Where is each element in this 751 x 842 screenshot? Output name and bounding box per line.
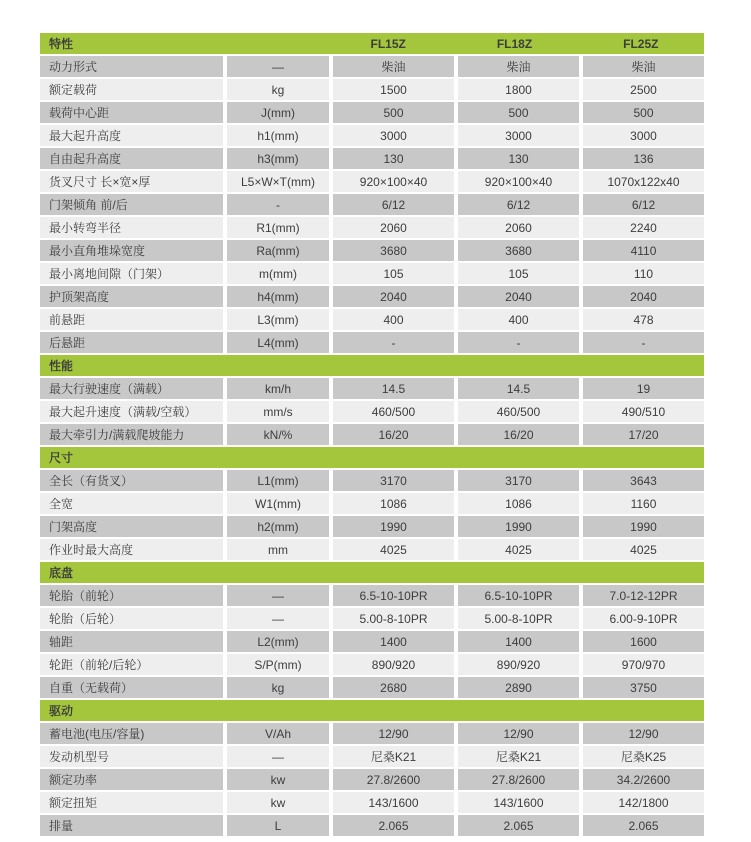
table-row [40, 792, 704, 813]
row-unit: S/P(mm) [227, 654, 329, 675]
table-row [40, 631, 704, 652]
row-unit: V/Ah [227, 723, 329, 744]
row-value: 460/500 [333, 401, 454, 422]
table-header-row [40, 33, 704, 54]
row-value: 3643 [583, 470, 704, 491]
table-row [40, 263, 704, 284]
table-row [40, 516, 704, 537]
table-row [40, 194, 704, 215]
row-value: 890/920 [333, 654, 454, 675]
table-row [40, 424, 704, 445]
row-unit: W1(mm) [227, 493, 329, 514]
row-label: 作业时最大高度 [40, 539, 223, 560]
row-value: 14.5 [333, 378, 454, 399]
row-value: 4025 [458, 539, 579, 560]
table-row [40, 815, 704, 836]
row-value: 16/20 [333, 424, 454, 445]
table-row [40, 539, 704, 560]
row-value: 2.065 [333, 815, 454, 836]
row-value: 柴油 [333, 56, 454, 77]
row-unit: L2(mm) [227, 631, 329, 652]
row-value: 143/1600 [458, 792, 579, 813]
row-label: 全宽 [40, 493, 223, 514]
row-value: 130 [333, 148, 454, 169]
row-value: 2060 [458, 217, 579, 238]
row-value: 5.00-8-10PR [458, 608, 579, 629]
row-value: 478 [583, 309, 704, 330]
row-value: 3680 [333, 240, 454, 261]
row-unit: J(mm) [227, 102, 329, 123]
table-row [40, 585, 704, 606]
row-value: 4025 [583, 539, 704, 560]
section-header-row [40, 700, 704, 721]
row-label: 排量 [40, 815, 223, 836]
row-value: 130 [458, 148, 579, 169]
row-unit: — [227, 585, 329, 606]
table-row [40, 309, 704, 330]
row-label: 额定扭矩 [40, 792, 223, 813]
row-unit: L4(mm) [227, 332, 329, 353]
row-value: 400 [333, 309, 454, 330]
row-unit: R1(mm) [227, 217, 329, 238]
row-value: 2.065 [458, 815, 579, 836]
row-value: 尼桑K21 [458, 746, 579, 767]
row-value: - [583, 332, 704, 353]
row-unit: h3(mm) [227, 148, 329, 169]
section-title: 底盘 [49, 565, 74, 580]
row-unit: — [227, 608, 329, 629]
row-value: 1990 [583, 516, 704, 537]
table-row [40, 79, 704, 100]
row-label: 载荷中心距 [40, 102, 223, 123]
row-label: 轴距 [40, 631, 223, 652]
row-value: 1800 [458, 79, 579, 100]
row-value: 1086 [458, 493, 579, 514]
row-value: 142/1800 [583, 792, 704, 813]
row-value: 3680 [458, 240, 579, 261]
row-value: 6/12 [333, 194, 454, 215]
row-value: - [333, 332, 454, 353]
model-column-header: FL15Z [370, 36, 406, 51]
row-unit: — [227, 746, 329, 767]
row-value: 4110 [583, 240, 704, 261]
table-row [40, 654, 704, 675]
row-value: 970/970 [583, 654, 704, 675]
row-value: 400 [458, 309, 579, 330]
row-label: 轮距（前轮/后轮） [40, 654, 223, 675]
row-label: 动力形式 [40, 56, 223, 77]
row-value: 柴油 [583, 56, 704, 77]
row-value: 3750 [583, 677, 704, 698]
row-label: 最大行驶速度（满载） [40, 378, 223, 399]
row-value: 1400 [458, 631, 579, 652]
row-value: 2040 [458, 286, 579, 307]
section-header-row [40, 447, 704, 468]
table-row [40, 125, 704, 146]
row-value: 2060 [333, 217, 454, 238]
row-label: 最小转弯半径 [40, 217, 223, 238]
row-value: 4025 [333, 539, 454, 560]
row-value: 7.0-12-12PR [583, 585, 704, 606]
row-label: 轮胎（后轮） [40, 608, 223, 629]
table-row [40, 677, 704, 698]
row-label: 轮胎（前轮） [40, 585, 223, 606]
row-value: 2.065 [583, 815, 704, 836]
row-value: 27.8/2600 [333, 769, 454, 790]
section-header-row [40, 562, 704, 583]
table-row [40, 401, 704, 422]
feature-header-label: 特性 [49, 36, 74, 51]
row-value: 1990 [458, 516, 579, 537]
row-value: 3000 [333, 125, 454, 146]
row-value: 6/12 [583, 194, 704, 215]
row-value: 890/920 [458, 654, 579, 675]
row-unit: Ra(mm) [227, 240, 329, 261]
row-label: 额定功率 [40, 769, 223, 790]
row-value: 2680 [333, 677, 454, 698]
row-value: 500 [583, 102, 704, 123]
row-label: 全长（有货叉） [40, 470, 223, 491]
row-unit: — [227, 56, 329, 77]
row-value: 3000 [458, 125, 579, 146]
row-value: 2890 [458, 677, 579, 698]
table-row [40, 608, 704, 629]
row-label: 最小直角堆垛宽度 [40, 240, 223, 261]
row-unit: mm/s [227, 401, 329, 422]
row-value: 920×100×40 [333, 171, 454, 192]
row-value: 尼桑K25 [583, 746, 704, 767]
row-label: 最小离地间隙（门架） [40, 263, 223, 284]
row-value: 1500 [333, 79, 454, 100]
table-row [40, 286, 704, 307]
row-label: 门架高度 [40, 516, 223, 537]
forklift-spec-table [40, 33, 704, 838]
table-row [40, 240, 704, 261]
model-column-header: FL25Z [623, 36, 659, 51]
row-unit: L [227, 815, 329, 836]
row-value: 2240 [583, 217, 704, 238]
row-value: 6.5-10-10PR [333, 585, 454, 606]
table-row [40, 723, 704, 744]
row-value: 920×100×40 [458, 171, 579, 192]
row-value: 105 [458, 263, 579, 284]
row-value: - [458, 332, 579, 353]
row-value: 500 [458, 102, 579, 123]
row-value: 2040 [333, 286, 454, 307]
row-value: 1400 [333, 631, 454, 652]
row-label: 前悬距 [40, 309, 223, 330]
row-unit: km/h [227, 378, 329, 399]
table-row [40, 378, 704, 399]
row-unit: L5×W×T(mm) [227, 171, 329, 192]
row-unit: kg [227, 79, 329, 100]
row-label: 最大起升速度（满载/空载） [40, 401, 223, 422]
row-unit: kN/% [227, 424, 329, 445]
row-value: 12/90 [333, 723, 454, 744]
row-value: 1600 [583, 631, 704, 652]
row-unit: kw [227, 792, 329, 813]
row-label: 额定载荷 [40, 79, 223, 100]
row-label: 自由起升高度 [40, 148, 223, 169]
row-unit: kg [227, 677, 329, 698]
table-row [40, 746, 704, 767]
row-value: 1990 [333, 516, 454, 537]
row-value: 17/20 [583, 424, 704, 445]
row-value: 3000 [583, 125, 704, 146]
row-label: 护顶架高度 [40, 286, 223, 307]
row-unit: kw [227, 769, 329, 790]
row-unit: h2(mm) [227, 516, 329, 537]
row-value: 34.2/2600 [583, 769, 704, 790]
row-value: 14.5 [458, 378, 579, 399]
row-value: 2500 [583, 79, 704, 100]
model-column-header: FL18Z [496, 36, 533, 51]
row-value: 6.00-9-10PR [583, 608, 704, 629]
row-label: 最大起升高度 [40, 125, 223, 146]
row-value: 105 [333, 263, 454, 284]
row-value: 尼桑K21 [333, 746, 454, 767]
row-value: 16/20 [458, 424, 579, 445]
row-value: 19 [583, 378, 704, 399]
row-value: 490/510 [583, 401, 704, 422]
section-title: 性能 [49, 358, 74, 373]
row-label: 货叉尺寸 长×宽×厚 [40, 171, 223, 192]
table-row [40, 102, 704, 123]
row-value: 3170 [333, 470, 454, 491]
row-unit: m(mm) [227, 263, 329, 284]
row-label: 后悬距 [40, 332, 223, 353]
table-row [40, 493, 704, 514]
row-value: 柴油 [458, 56, 579, 77]
row-value: 5.00-8-10PR [333, 608, 454, 629]
table-row [40, 769, 704, 790]
row-unit: - [227, 194, 329, 215]
row-value: 6/12 [458, 194, 579, 215]
unit-header-spacer [223, 33, 325, 54]
row-value: 2040 [583, 286, 704, 307]
row-value: 500 [333, 102, 454, 123]
row-value: 136 [583, 148, 704, 169]
table-row [40, 332, 704, 353]
row-label: 蓄电池(电压/容量) [40, 723, 223, 744]
row-value: 27.8/2600 [458, 769, 579, 790]
row-unit: h1(mm) [227, 125, 329, 146]
row-value: 12/90 [458, 723, 579, 744]
row-unit: L3(mm) [227, 309, 329, 330]
row-label: 门架倾角 前/后 [40, 194, 223, 215]
row-value: 1070x122x40 [583, 171, 704, 192]
row-label: 自重（无载荷） [40, 677, 223, 698]
row-unit: mm [227, 539, 329, 560]
section-title: 尺寸 [49, 450, 74, 465]
row-value: 1086 [333, 493, 454, 514]
row-value: 3170 [458, 470, 579, 491]
row-unit: h4(mm) [227, 286, 329, 307]
row-value: 460/500 [458, 401, 579, 422]
row-label: 发动机型号 [40, 746, 223, 767]
row-value: 110 [583, 263, 704, 284]
section-header-row [40, 355, 704, 376]
row-value: 6.5-10-10PR [458, 585, 579, 606]
section-title: 驱动 [49, 703, 74, 718]
table-row [40, 148, 704, 169]
table-row [40, 470, 704, 491]
row-unit: L1(mm) [227, 470, 329, 491]
table-row [40, 171, 704, 192]
table-row [40, 217, 704, 238]
table-row [40, 56, 704, 77]
row-label: 最大牵引力/满载爬坡能力 [40, 424, 223, 445]
row-value: 1160 [583, 493, 704, 514]
row-value: 143/1600 [333, 792, 454, 813]
row-value: 12/90 [583, 723, 704, 744]
